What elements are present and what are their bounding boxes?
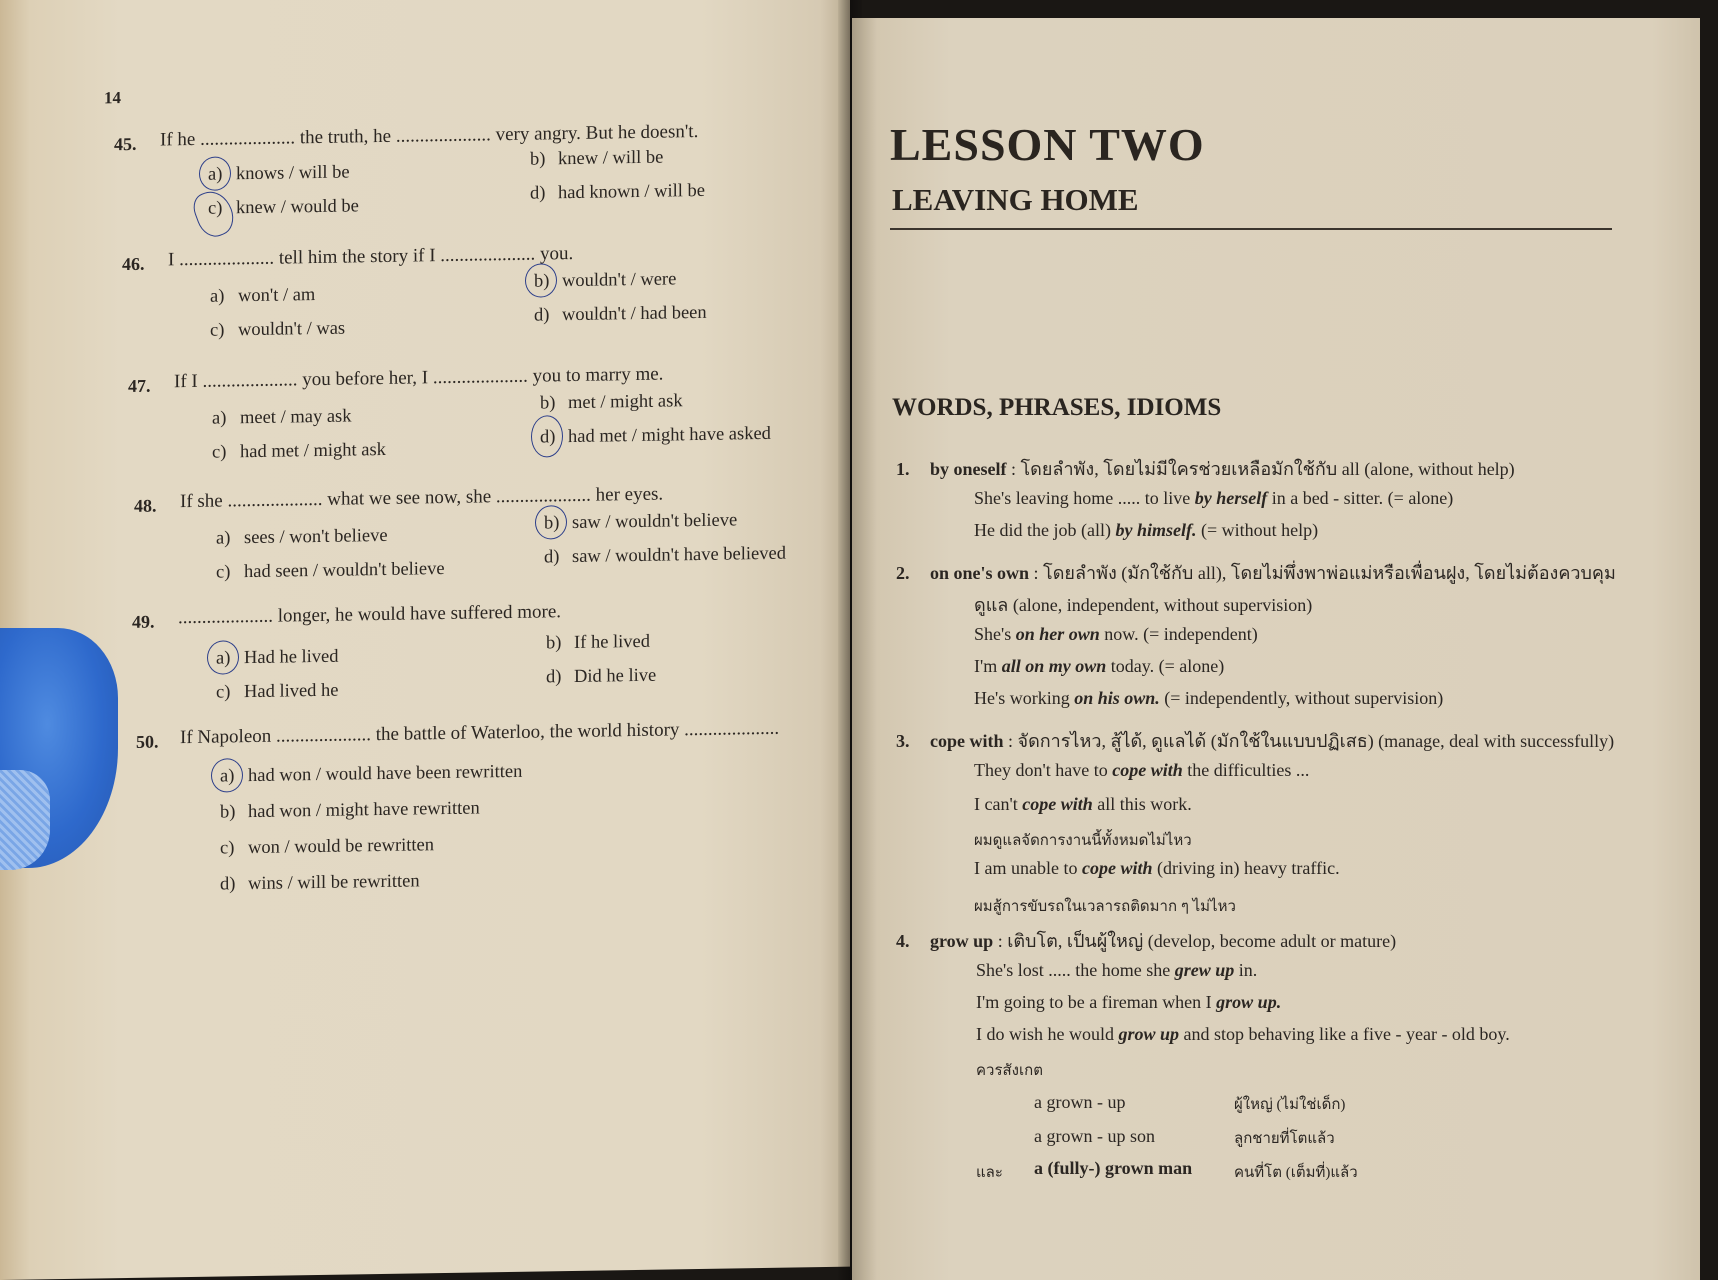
grown-up-term: a grown - up son bbox=[1034, 1126, 1155, 1146]
left-page bbox=[0, 0, 850, 1280]
option-c: c) Had lived he bbox=[216, 680, 339, 703]
and-label: และ bbox=[976, 1165, 1003, 1181]
note-label: ควรสังเกต bbox=[976, 1063, 1043, 1079]
question-45 bbox=[0, 111, 850, 219]
example-line: He did the job (all) by himself. (= without help) bbox=[974, 520, 1319, 540]
option-b: b) If he lived bbox=[546, 631, 651, 654]
grown-up-term: a (fully-) grown man bbox=[1034, 1158, 1193, 1178]
option-c: c) had met / might ask bbox=[212, 439, 386, 463]
entry-1: 1. by oneself : โดยลำพัง, โดยไม่มีใครช่วยเหลือมักใช้กับ all (alone, without help) bbox=[896, 459, 1515, 479]
question-50 bbox=[0, 711, 850, 895]
pen-scribble-mark bbox=[189, 186, 239, 242]
question-number: 49. bbox=[132, 611, 155, 632]
option-c: c) wouldn't / was bbox=[210, 318, 346, 341]
example-line: I do wish he would grow up and stop behaving like a five - year - old boy. bbox=[976, 1024, 1510, 1044]
pen-circle-mark bbox=[207, 640, 239, 675]
thai-translation: ผมดูแลจัดการงานนี้ทั้งหมดไม่ไหว bbox=[974, 833, 1192, 849]
option-b: b) saw / wouldn't believe bbox=[544, 510, 737, 534]
option-a: a) meet / may ask bbox=[212, 406, 352, 429]
question-stem: If he .................... the truth, he .................... very angry. But he doesn't. bbox=[160, 121, 699, 151]
option-a: a) Had he lived bbox=[216, 647, 339, 670]
option-d: d) had known / will be bbox=[530, 180, 705, 204]
thai-translation: ผู้ใหญ่ (ไม่ใช่เด็ก) bbox=[1234, 1097, 1346, 1113]
thai-translation: ผมสู้การขับรถในเวลารถติดมาก ๆ ไม่ไหว bbox=[974, 899, 1236, 915]
example-line: I'm all on my own today. (= alone) bbox=[974, 656, 1225, 676]
option-b: b) had won / might have rewritten bbox=[220, 798, 480, 823]
pen-circle-mark bbox=[535, 505, 567, 540]
definition-continued: ดูแล (alone, independent, without supervision) bbox=[974, 595, 1313, 615]
entry-4: 4. grow up : เติบโต, เป็นผู้ใหญ่ (develop, become adult or mature) bbox=[896, 931, 1397, 951]
entry-3: 3. cope with : จัดการไหว, สู้ได้, ดูแลได้ (มักใช้ในแบบปฏิเสธ) (manage, deal with successfully) bbox=[896, 731, 1615, 751]
question-46 bbox=[0, 231, 850, 341]
option-a: a) won't / am bbox=[210, 285, 316, 307]
pen-circle-mark bbox=[525, 263, 557, 298]
option-c: c) had seen / wouldn't believe bbox=[216, 559, 445, 583]
thai-translation: ลูกชายที่โตแล้ว bbox=[1234, 1131, 1335, 1147]
question-stem: If Napoleon .................... the battle of Waterloo, the world history .................... bbox=[180, 717, 780, 749]
question-number: 46. bbox=[122, 253, 145, 275]
option-b: b) knew / will be bbox=[530, 147, 664, 170]
option-a: a) knows / will be bbox=[208, 163, 350, 186]
option-c: c) won / would be rewritten bbox=[220, 835, 434, 859]
option-b: b) met / might ask bbox=[540, 391, 683, 414]
question-number: 48. bbox=[134, 495, 157, 516]
option-d: d) wouldn't / had been bbox=[534, 302, 707, 326]
title-divider bbox=[890, 228, 1612, 230]
option-a: a) had won / would have been rewritten bbox=[220, 762, 522, 788]
grown-up-term: a grown - up bbox=[1034, 1092, 1126, 1112]
question-stem: If I .................... you before her, I .................... you to marry me. bbox=[174, 363, 664, 393]
example-line: She's lost ..... the home she grew up in. bbox=[976, 960, 1258, 980]
lesson-subtitle: LEAVING HOME bbox=[892, 182, 1139, 217]
entry-2: 2. on one's own : โดยลำพัง (มักใช้กับ all), โดยไม่พึ่งพาพ่อแม่หรือเพื่อนฝูง, โดยไม่ต้องควบคุม bbox=[896, 563, 1616, 583]
question-stem: If she .................... what we see now, she .................... her eyes. bbox=[180, 483, 664, 513]
pen-circle-mark bbox=[211, 758, 243, 793]
page-number: 14 bbox=[104, 88, 121, 108]
example-line: I'm going to be a fireman when I grow up. bbox=[976, 992, 1282, 1012]
section-title: WORDS, PHRASES, IDIOMS bbox=[892, 394, 1222, 421]
option-b: b) wouldn't / were bbox=[534, 269, 676, 292]
example-line: She's on her own now. (= independent) bbox=[974, 624, 1258, 644]
option-d: d) saw / wouldn't have believed bbox=[544, 543, 786, 568]
pen-circle-mark bbox=[199, 156, 231, 191]
thai-translation: คนที่โต (เต็มที่)แล้ว bbox=[1234, 1165, 1358, 1181]
option-c: c) knew / would be bbox=[208, 196, 359, 219]
option-d: d) Did he live bbox=[546, 665, 657, 688]
example-line: She's leaving home ..... to live by herself in a bed - sitter. (= alone) bbox=[974, 488, 1454, 508]
option-d: d) wins / will be rewritten bbox=[220, 871, 420, 895]
question-48 bbox=[0, 475, 850, 583]
example-line: I can't cope with all this work. bbox=[974, 794, 1192, 814]
example-line: They don't have to cope with the difficulties ... bbox=[974, 760, 1310, 780]
question-49 bbox=[0, 591, 850, 703]
question-number: 47. bbox=[128, 375, 151, 396]
option-d: d) had met / might have asked bbox=[540, 424, 771, 449]
example-line: I am unable to cope with (driving in) heavy traffic. bbox=[974, 858, 1340, 878]
example-line: He's working on his own. (= independently, without supervision) bbox=[974, 688, 1444, 708]
lesson-title: LESSON TWO bbox=[890, 119, 1205, 170]
question-47 bbox=[0, 355, 850, 463]
question-stem: .................... longer, he would have suffered more. bbox=[178, 601, 562, 629]
option-a: a) sees / won't believe bbox=[216, 525, 388, 549]
question-number: 45. bbox=[114, 133, 137, 155]
pen-circle-mark bbox=[531, 415, 563, 458]
question-number: 50. bbox=[136, 731, 159, 752]
question-stem: I .................... tell him the story if I .................... you. bbox=[168, 242, 574, 271]
